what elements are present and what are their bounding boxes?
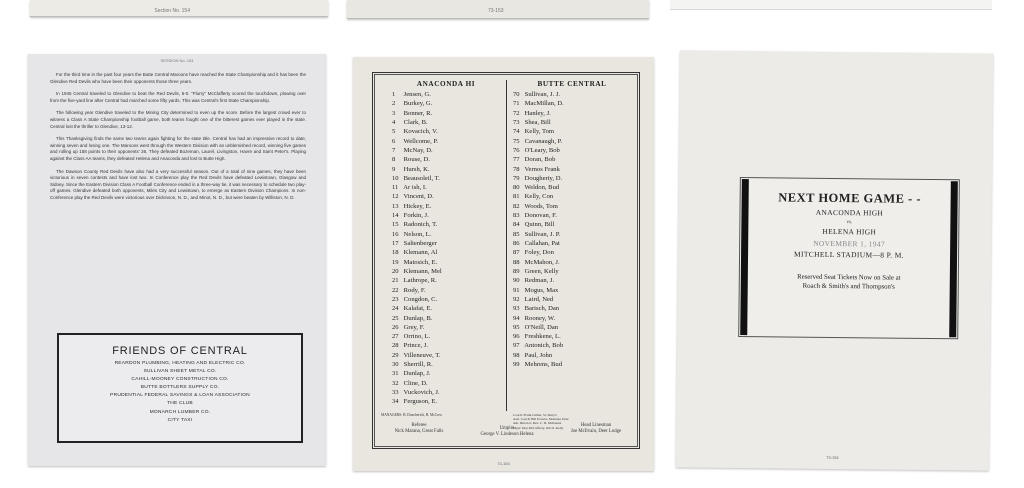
- roster-player: [513, 220, 564, 229]
- sponsor-line: REARDON PLUMBING, HEATING AND ELECTRIC CO.: [114, 361, 246, 366]
- player-number: 99: [513, 361, 520, 369]
- player-number: 90: [513, 277, 520, 285]
- ticket-line-2: Roach & Smith's and Thompson's: [802, 282, 895, 291]
- roster-player: [513, 137, 564, 146]
- sponsor-line: BUTTE BOTTLERS SUPPLY CO.: [140, 385, 220, 391]
- player-number: 85: [513, 230, 520, 238]
- player-name: Burkey, G.: [403, 100, 433, 108]
- sponsor-line: MONARCH LUMBER CO.: [149, 409, 211, 415]
- officials-row: [373, 423, 639, 447]
- roster-player: [392, 369, 442, 378]
- roster-player: [392, 202, 442, 211]
- player-name: Paul, John: [524, 351, 553, 359]
- player-number: 71: [513, 100, 520, 108]
- player-number: 82: [513, 202, 520, 210]
- player-name: Cavanaugh, P.: [524, 137, 563, 145]
- roster-player: [392, 137, 442, 146]
- roster-player: [392, 90, 442, 99]
- player-number: 3: [392, 109, 396, 117]
- player-name: Klemann, Al: [403, 249, 438, 257]
- roster-player: [513, 286, 564, 295]
- friends-of-central-box: [57, 333, 303, 443]
- player-number: 98: [513, 351, 520, 359]
- player-name: Donovan, F.: [524, 212, 557, 220]
- player-name: Lathrope, R.: [403, 277, 437, 285]
- player-number: 94: [513, 314, 520, 322]
- player-number: 26: [392, 323, 399, 331]
- roster-player: [392, 192, 442, 201]
- player-name: O'Neill, Dan: [524, 323, 559, 331]
- player-number: 15: [392, 221, 399, 229]
- roster-player: [513, 276, 564, 285]
- top-left-page-strip: [30, 0, 328, 17]
- roster-player: [392, 146, 442, 155]
- player-name: McNay, D.: [403, 146, 433, 154]
- roster-player: [392, 379, 442, 388]
- player-name: MacMillan, D.: [524, 100, 564, 108]
- roster-player: [513, 295, 564, 304]
- visiting-team: HELENA HIGH: [822, 226, 877, 237]
- player-number: 78: [513, 165, 520, 173]
- player-number: 10: [392, 174, 399, 182]
- player-name: Beausoleil, T.: [403, 174, 440, 182]
- coach-line: Coach: Frank Cullen, St. Mary's: [513, 413, 557, 417]
- roster-player: [392, 341, 442, 350]
- story-paragraph-3: The following year Glendive traveled to the Mining City determined to even up the score. Before the largest crowd ever to witness a Class A State Championship football game, both teams fought one of the bitterest games ever played in the state. Central lost the thriller to Glendive, 13-12.: [50, 110, 306, 129]
- player-name: Cline, D.: [403, 379, 428, 387]
- roster-player: [392, 99, 442, 108]
- player-number: 84: [513, 221, 520, 229]
- player-number: 86: [513, 240, 520, 247]
- top-middle-page-strip: [347, 0, 649, 19]
- player-name: Rody, F.: [403, 286, 426, 294]
- player-name: Orrino, L.: [403, 333, 431, 341]
- player-number: 17: [392, 240, 399, 247]
- roster-player: [392, 314, 442, 323]
- roster-player: [513, 165, 564, 174]
- player-number: 4: [392, 118, 396, 126]
- player-number: 24: [392, 305, 399, 313]
- player-name: Kovacich, V.: [403, 128, 438, 136]
- player-number: 1: [392, 91, 396, 98]
- story-paragraph-2: In 1945 Central traveled to Glendive to beat the Red Devils, 6-0. "Flurry" McClafferty scored the touchdown, plowing over from the five-yard line after Central had marched some fifty yards. This was Central's first State Championship.: [50, 91, 306, 103]
- player-number: 18: [392, 249, 399, 257]
- player-number: 73: [513, 118, 520, 126]
- player-number: 31: [392, 370, 399, 378]
- roster-player: [513, 109, 564, 118]
- player-number: 34: [392, 398, 399, 406]
- player-number: 83: [513, 212, 520, 220]
- player-name: Laird, Ned: [524, 295, 554, 303]
- left-team-roster: [392, 90, 442, 407]
- player-number: 27: [392, 333, 399, 341]
- player-number: 87: [513, 249, 520, 257]
- player-name: Green, Kelly: [524, 267, 559, 275]
- roster-player: [392, 239, 442, 248]
- player-name: Ferguson, E.: [403, 398, 438, 406]
- roster-player: [513, 90, 564, 99]
- roster-player: [513, 360, 564, 369]
- player-name: Kelly, Tom: [524, 128, 555, 136]
- roster-player: [392, 286, 442, 295]
- coach-line: Mgrs: Don McCafferty, Jim O. Kelly: [513, 425, 564, 430]
- game-venue: MITCHELL STADIUM—8 P. M.: [794, 249, 905, 260]
- player-number: 25: [392, 314, 399, 322]
- player-name: O'Leary, Bob: [524, 146, 560, 154]
- player-name: Hursh, K.: [403, 165, 430, 173]
- player-number: 92: [513, 295, 520, 303]
- player-name: Forkin, J.: [403, 212, 429, 220]
- program-page-story: [28, 54, 326, 466]
- roster-player: [513, 118, 564, 127]
- next-game-box: [738, 177, 960, 339]
- roster-player: [513, 174, 564, 183]
- player-number: 13: [392, 202, 399, 210]
- player-name: Shea, Bill: [524, 118, 551, 126]
- player-name: Rouse, D.: [403, 156, 430, 164]
- program-page-roster: [353, 57, 654, 471]
- sponsor-line: PRUDENTIAL FEDERAL SAVINGS & LOAN ASSOCIATION: [110, 393, 250, 399]
- player-name: Jensen, G.: [403, 91, 431, 98]
- box-border-bar-right: [949, 181, 958, 337]
- linesman-block: [553, 423, 639, 434]
- next-game-content: [749, 178, 949, 338]
- player-name: Vernos Frank: [524, 165, 560, 173]
- roster-player: [392, 267, 442, 276]
- player-name: Freshkene, L.: [524, 333, 561, 341]
- player-number: 33: [392, 389, 399, 396]
- player-number: 20: [392, 267, 399, 275]
- roster-player: [392, 323, 442, 332]
- ticket-line-1: Reserved Seat Tickets Now on Sale at: [797, 273, 901, 282]
- roster-player: [392, 332, 442, 341]
- player-number: 77: [513, 156, 520, 164]
- player-name: Prince, J.: [403, 342, 429, 350]
- player-name: Sullivan, J. P.: [524, 230, 561, 238]
- player-number: 30: [392, 361, 399, 369]
- player-name: Clark, B.: [403, 118, 428, 126]
- roster-player: [392, 360, 442, 369]
- game-date: NOVEMBER 1, 1947: [813, 238, 886, 249]
- player-name: Klemann, Mel: [403, 267, 442, 275]
- roster-player: [392, 304, 442, 313]
- player-name: Mehrens, Bud: [524, 361, 563, 369]
- player-name: Bonner, R.: [403, 109, 433, 117]
- roster-player: [513, 239, 564, 248]
- roster-player: [513, 341, 564, 350]
- player-number: 9: [392, 165, 396, 173]
- roster-player: [513, 267, 564, 276]
- player-number: 79: [513, 174, 520, 182]
- roster-player: [392, 155, 442, 164]
- player-name: Kelly, Con: [524, 193, 554, 201]
- player-name: Saltenberger: [403, 240, 437, 247]
- linesman-name: Joe McIlvain, Deer Lodge: [570, 428, 622, 434]
- player-number: 80: [513, 184, 520, 192]
- roster-player: [513, 211, 564, 220]
- sponsor-line: CAHILL-MOONEY CONSTRUCTION CO.: [131, 377, 229, 383]
- roster-player: [392, 230, 442, 239]
- player-name: Nelson, L.: [403, 230, 432, 238]
- player-name: Mogus, Max: [524, 286, 559, 294]
- sponsor-line: THE CLUB: [167, 401, 193, 407]
- player-name: Foley, Don: [524, 249, 554, 257]
- roster-player: [392, 220, 442, 229]
- roster-divider: [506, 80, 507, 411]
- program-page-next-game: [676, 50, 993, 470]
- top-left-page-label: Section No. 154: [154, 8, 190, 14]
- player-number: 23: [392, 295, 399, 303]
- player-name: Callahan, Pat: [524, 240, 560, 247]
- managers-line: MANAGERS: B. Doncherich, B. McCrea: [381, 413, 442, 417]
- player-number: 93: [513, 305, 520, 313]
- player-number: 72: [513, 109, 520, 117]
- roster-player: [392, 183, 442, 192]
- player-number: 76: [513, 146, 520, 154]
- umpire-label: Umpire: [499, 426, 515, 431]
- ticket-info: [750, 272, 948, 292]
- player-number: 32: [392, 379, 399, 387]
- roster-player: [513, 99, 564, 108]
- player-name: McMahon, J.: [524, 258, 560, 266]
- player-number: 22: [392, 286, 399, 294]
- roster-player: [392, 397, 442, 406]
- versus-label: vs.: [846, 220, 853, 226]
- player-name: Barisch, Dan: [524, 305, 560, 313]
- right-team-roster: [513, 90, 564, 369]
- roster-player: [513, 127, 564, 136]
- player-name: Dunlap, B.: [403, 314, 433, 322]
- referee-block: [377, 423, 461, 434]
- player-number: 12: [392, 193, 399, 201]
- player-number: 14: [392, 212, 399, 220]
- section-label: SESSION No. 154: [160, 58, 194, 63]
- page-number: 73-154: [497, 461, 510, 466]
- player-number: 81: [513, 193, 520, 201]
- player-number: 91: [513, 286, 520, 294]
- coach-line: Asst. Coach: Bill Powers, Montana Univ.: [513, 417, 570, 422]
- page-number: 73-154: [826, 454, 839, 461]
- roster-player: [392, 165, 442, 174]
- player-number: 70: [513, 91, 520, 98]
- roster-player: [513, 258, 564, 267]
- roster-player: [513, 146, 564, 155]
- roster-player: [392, 295, 442, 304]
- roster-player: [513, 202, 564, 211]
- roster-player: [513, 155, 564, 164]
- roster-player: [392, 248, 442, 257]
- roster-player: [392, 388, 442, 397]
- player-name: Wellcome, P.: [403, 137, 438, 145]
- roster-player: [392, 174, 442, 183]
- player-name: Congdon, C.: [403, 295, 438, 303]
- player-number: 89: [513, 267, 520, 275]
- player-name: Hickey, E.: [403, 202, 432, 210]
- player-number: 29: [392, 351, 399, 359]
- right-team-heading: BUTTE CENTRAL: [537, 80, 607, 88]
- player-number: 7: [392, 146, 396, 154]
- player-name: Sullivan, J. J.: [524, 91, 561, 98]
- player-number: 16: [392, 230, 399, 238]
- player-name: Ar ish, I.: [403, 184, 427, 192]
- player-name: Weldon, Bud: [524, 184, 560, 192]
- sponsor-line: SULLIVAN SHEET METAL CO.: [143, 369, 217, 375]
- player-number: 95: [513, 323, 520, 331]
- player-number: 19: [392, 258, 399, 266]
- roster-player: [513, 351, 564, 360]
- player-name: Grey, F.: [403, 323, 425, 331]
- top-middle-page-label: 73-153: [488, 8, 504, 14]
- player-name: Radonich, T.: [403, 221, 438, 229]
- player-number: 2: [392, 100, 396, 108]
- next-game-title: NEXT HOME GAME - -: [778, 190, 922, 206]
- roster-player: [513, 183, 564, 192]
- player-name: Hanley, J.: [524, 109, 551, 117]
- roster-player: [392, 127, 442, 136]
- roster-player: [392, 211, 442, 220]
- player-name: Quinn, Bill: [524, 221, 555, 229]
- top-right-page-strip: [670, 0, 992, 10]
- player-name: Villeneuve, T.: [403, 351, 441, 359]
- player-number: 75: [513, 137, 520, 145]
- player-number: 8: [392, 156, 396, 164]
- roster-player: [513, 192, 564, 201]
- player-name: Antonich, Bob: [524, 342, 564, 350]
- player-name: Kalafat, E.: [403, 305, 433, 313]
- player-name: Sherrill, R.: [403, 361, 433, 369]
- left-team-heading: ANACONDA HI: [416, 80, 476, 88]
- player-number: 74: [513, 128, 520, 136]
- player-number: 21: [392, 277, 399, 285]
- player-name: Rooney, W.: [524, 314, 556, 322]
- player-number: 11: [392, 184, 399, 192]
- roster-player: [513, 332, 564, 341]
- story-paragraph-5: The Dawson County Red Devils have also had a very successful season. Out of a total of nine games, they have been victorious in seven contests and have lost two. In Conference play the Red Devils have defeated Lewistown, Glasgow and Sidney. Since the Eastern Division Class A Football Conference ended in a three-way tie, it was necessary to schedule two play-off games. Glendive defeated both opponents, Miles City and Lewistown, to emerge as Eastern Division Champions. In non-Conference play the Red Devils were victorious over Dickinson, N. D., and Minot, N. D., but were beaten by Williston, N. D.: [50, 168, 306, 200]
- referee-label: Referee: [411, 423, 427, 428]
- box-border-bar-left: [740, 179, 749, 335]
- player-number: 6: [392, 137, 396, 145]
- player-name: Vincent, D.: [403, 193, 434, 201]
- coach-line: Ath. Director: Rev. C. D. McKenna: [513, 421, 562, 426]
- player-name: Dunlap, J.: [403, 370, 431, 378]
- player-number: 96: [513, 333, 520, 341]
- home-team: ANACONDA HIGH: [815, 207, 884, 218]
- player-name: Redman, J.: [524, 277, 555, 285]
- roster-player: [392, 276, 442, 285]
- roster-frame: [372, 72, 640, 449]
- roster-player: [392, 118, 442, 127]
- linesman-label: Head Linesman: [580, 423, 612, 428]
- roster-player: [513, 314, 564, 323]
- story-paragraph-1: For the third time in the past four years the Butte Central Maroons have reached the State Championship and it has been the Glendive Red Devils who have been their opponents those three years.: [50, 72, 306, 84]
- player-number: 88: [513, 258, 520, 266]
- player-name: Dougherty, D.: [524, 174, 563, 182]
- friends-title: FRIENDS OF CENTRAL: [112, 345, 248, 357]
- story-paragraph-4: This Thanksgiving finds the same two teams again fighting for the state title. Central has had an impressive record to date, winning seven and losing one. The Maroons went through the Western Division with an unblemished record, winning five games and rolling up 158 points to their opponents' 26. They defeated Bozeman, Laurel, Livingston, Havre and Saint Peter's. Playing against the Class AA teams, they defeated Helena and Anaconda and lost to Butte High.: [50, 136, 306, 161]
- player-name: Doran, Bob: [524, 156, 556, 164]
- referee-name: Nick Marana, Great Falls: [394, 428, 444, 434]
- roster-player: [392, 258, 442, 267]
- roster-player: [392, 109, 442, 118]
- player-number: 28: [392, 342, 399, 350]
- player-number: 5: [392, 128, 396, 136]
- sponsor-line: CITY TAXI: [167, 417, 193, 423]
- roster-player: [392, 351, 442, 360]
- player-number: 97: [513, 342, 520, 350]
- roster-player: [513, 323, 564, 332]
- roster-player: [513, 304, 564, 313]
- player-name: Vuckovich, J.: [403, 389, 440, 396]
- player-name: Woods, Tom: [524, 202, 558, 210]
- roster-player: [513, 248, 564, 257]
- umpire-name: George V. Lindeson Helena: [480, 431, 534, 437]
- roster-player: [513, 230, 564, 239]
- umpire-block: [459, 426, 555, 437]
- player-name: Matosich, E.: [403, 258, 438, 266]
